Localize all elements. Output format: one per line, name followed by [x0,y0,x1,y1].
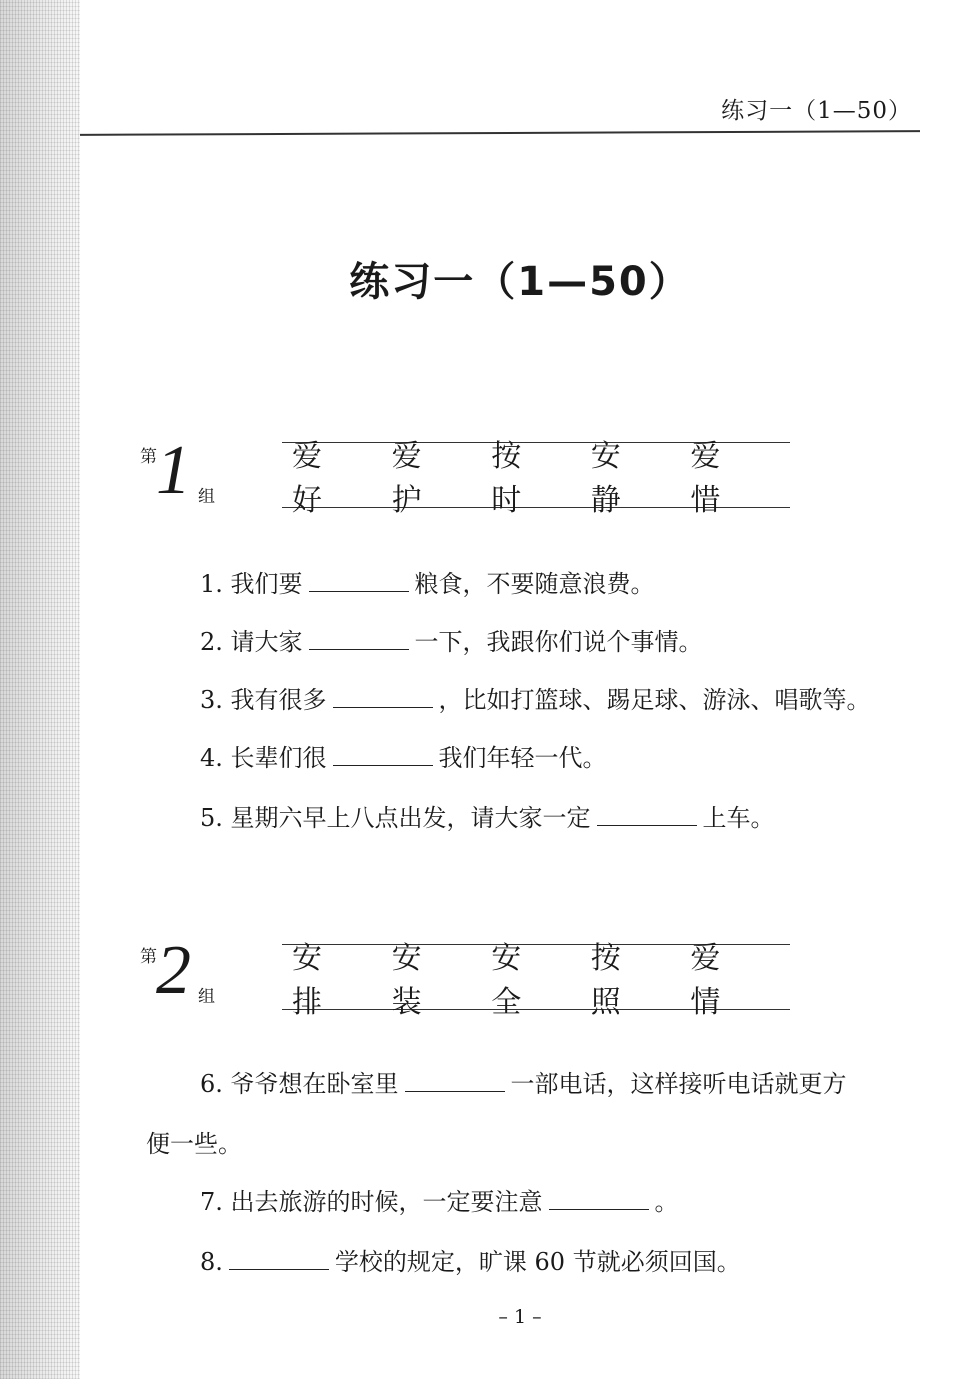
page-title: 练习一（1—50） [349,259,691,305]
question-5 [200,804,775,833]
word-bank-item: 爱情 [690,941,724,1020]
word-bank-item: 爱护 [391,439,425,518]
question-7 [200,1188,679,1217]
question-6-continuation [146,1130,242,1159]
question-8 [200,1248,741,1277]
answer-blank [597,805,697,826]
answer-blank [333,745,433,766]
question-text: 6. 爷爷想在卧室里 [200,1070,399,1098]
question-1 [200,570,655,599]
answer-blank [333,687,433,708]
question-2 [200,628,703,657]
question-text: 7. 出去旅游的时候，一定要注意 [200,1188,543,1216]
word-bank-item: 安装 [391,941,425,1020]
book-spine-shadow [0,0,80,1379]
question-text: 5. 星期六早上八点出发，请大家一定 [200,804,591,832]
word-bank-item: 安排 [292,941,325,1020]
question-text: 3. 我有很多 [200,686,327,714]
group-2-word-bank [282,941,790,1020]
answer-blank [229,1249,329,1270]
question-text: 我们年轻一代。 [438,744,607,772]
question-4 [200,744,607,773]
question-text: 学校的规定，旷课 60 节就必须回国。 [334,1248,741,1276]
group-di-label: 第 [140,947,157,967]
question-6 [200,1070,847,1099]
question-text: ，比如打篮球、踢足球、游泳、唱歌等。 [438,686,871,714]
answer-blank [549,1189,649,1210]
word-bank-item: 安静 [590,439,624,518]
word-bank-item: 爱好 [292,439,325,518]
group-zu-label: 组 [198,487,215,507]
page-number: – 1 – [498,1306,542,1328]
word-bank-item: 爱惜 [690,439,724,518]
answer-blank [405,1071,505,1092]
running-head: 练习一（1—50） [721,98,912,124]
word-bank-item: 按照 [590,941,624,1020]
group-number: 1 [156,432,191,509]
question-text: 8. [200,1248,223,1276]
answer-blank [309,629,409,650]
answer-blank [309,571,409,592]
question-text: 。 [654,1188,679,1216]
header-rule [80,130,920,136]
question-text: 上车。 [702,804,775,832]
question-text: 一下，我跟你们说个事情。 [414,628,703,656]
word-bank-item: 按时 [491,439,525,518]
question-text: 一部电话，这样接听电话就更方 [510,1070,847,1098]
word-bank-item: 安全 [491,941,525,1020]
group-number: 2 [156,932,191,1009]
question-3 [200,686,871,715]
group-di-label: 第 [140,447,157,467]
question-text: 便一些。 [146,1130,242,1158]
question-text: 2. 请大家 [200,628,303,656]
group-zu-label: 组 [198,987,215,1007]
group-1-word-bank [282,439,790,518]
question-text: 粮食，不要随意浪费。 [414,570,655,598]
question-text: 4. 长辈们很 [200,744,327,772]
question-text: 1. 我们要 [200,570,303,598]
